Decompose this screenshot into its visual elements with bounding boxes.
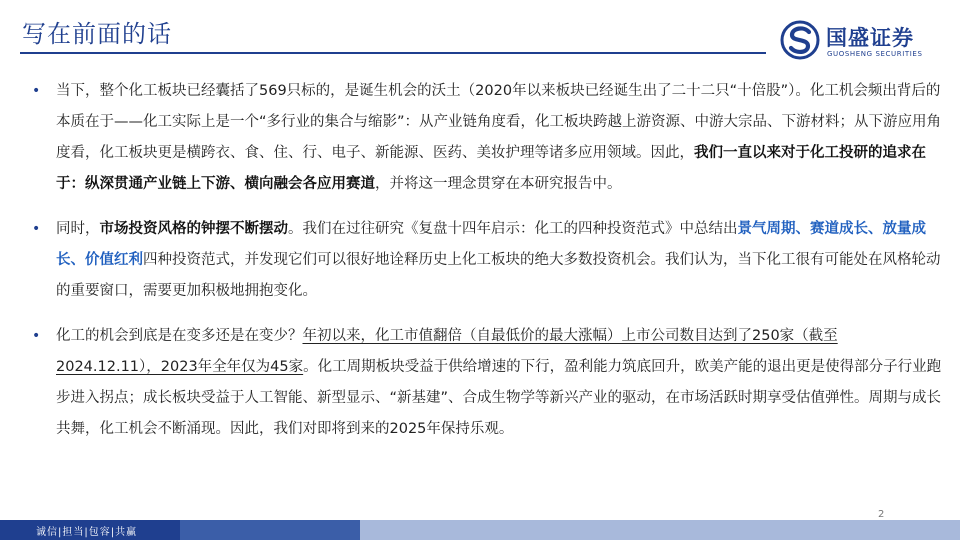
page-title: 写在前面的话: [22, 20, 172, 48]
bullet-paragraph: [32, 321, 942, 445]
text-run: 四种投资范式，并发现它们可以很好地诠释历史上化工板块的绝大多数投资机会。我们认为，当下化工很有可能处在风格轮动的重要窗口，需要更加积极地拥抱变化。: [56, 252, 941, 299]
paragraph-text: [56, 328, 941, 437]
text-run: 。我们在过往研究《复盘十四年启示：化工的四种投资范式》中总结出: [288, 221, 738, 237]
highlight-text: 景气周期、赛道成长、放量成长、价值红利: [56, 221, 926, 268]
body-content: [32, 76, 942, 445]
footer-bar: [0, 520, 960, 540]
bold-text: 我们一直以来对于化工投研的追求在于：纵深贯通产业链上下游、横向融会各应用赛道: [56, 145, 926, 192]
bold-text: 市场投资风格的钟摆不断摆动: [99, 221, 288, 237]
footer-segment-mid: [180, 520, 360, 540]
logo-name: 国盛证券: [826, 26, 914, 50]
company-logo: [780, 20, 945, 64]
paragraph-text: [56, 221, 941, 299]
footer-slogan: 诚信|担当|包容|共赢: [36, 527, 138, 538]
bullet-paragraph: [32, 214, 942, 307]
logo-english-name: GUOSHENG SECURITIES: [827, 50, 923, 58]
bullet-dot-icon: •: [32, 221, 41, 237]
page-number: 2: [878, 509, 885, 520]
text-run: ，并将这一理念贯穿在本研究报告中。: [375, 176, 622, 192]
bullet-dot-icon: •: [32, 83, 41, 99]
text-run: 化工的机会到底是在变多还是在变少？: [56, 328, 303, 344]
text-run: 。化工周期板块受益于供给增速的下行，盈利能力筑底回升，欧美产能的退出更是使得部分子行业跑步进入拐点；成长板块受益于人工智能、新型显示、“新基建”、合成生物学等新兴产业的驱动，在市场活跃时期享受估值弹性。周期与成长共舞，化工机会不断涌现。因此，我们对即将到来的2025年保持乐观。: [56, 359, 942, 437]
text-run: 同时，: [56, 221, 100, 237]
paragraph-text: [56, 83, 941, 192]
bullet-dot-icon: •: [32, 328, 41, 344]
bullet-paragraph: [32, 76, 942, 200]
guosheng-logo-icon: [780, 20, 820, 60]
title-underline: [20, 52, 766, 54]
footer-segment-light: [360, 520, 960, 540]
text-run: 当下，整个化工板块已经囊括了569只标的，是诞生机会的沃土（2020年以来板块已经诞生出了二十二只“十倍股”）。化工机会频出背后的本质在于——化工实际上是一个“多行业的集合与缩影”：从产业链角度看，化工板块跨越上游资源、中游大宗品、下游材料；从下游应用角度看，化工板块更是横跨衣、食、住、行、电子、新能源、医药、美妆护理等诸多应用领域。因此，: [56, 83, 942, 161]
underlined-text: 年初以来，化工市值翻倍（自最低价的最大涨幅）上市公司数目达到了250家（截至2024.12.11），2023年全年仅为45家: [56, 328, 838, 375]
